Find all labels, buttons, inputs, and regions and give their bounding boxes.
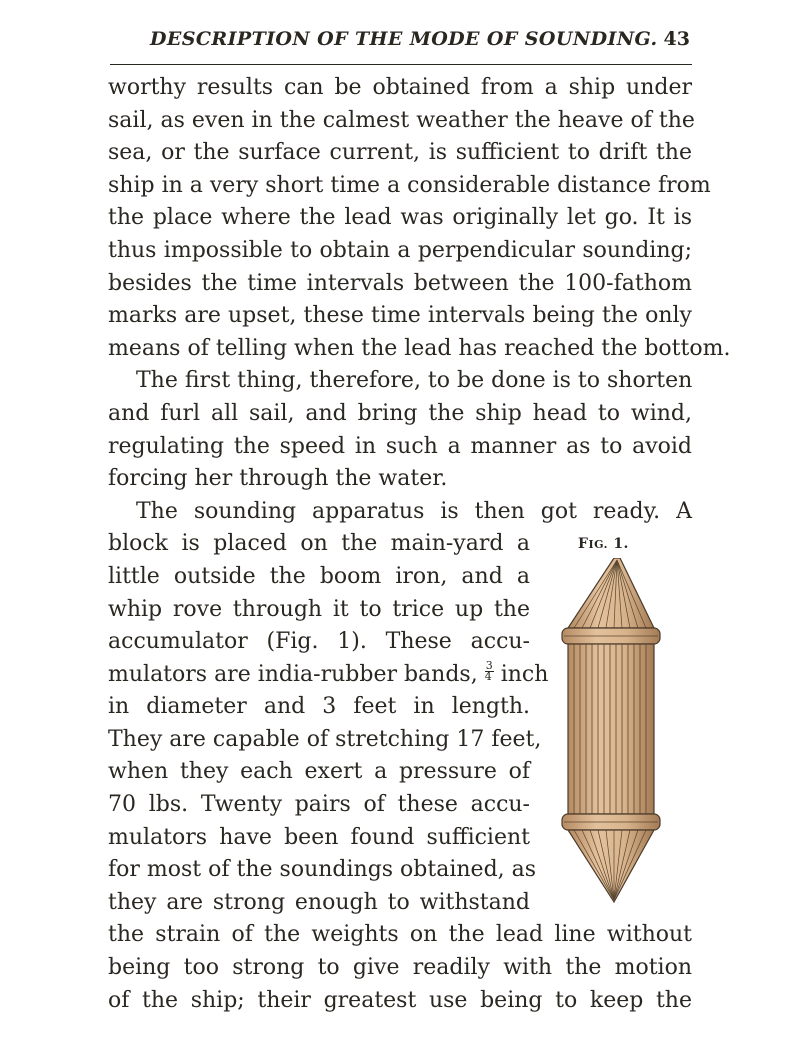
text-line: when they each exert a pressure of [108,759,530,785]
text-line: mulators have been found sufficient [108,824,530,850]
fraction-denominator: 4 [484,670,492,684]
text-line: sea, or the surface current, is sufficient to drift the [108,140,692,166]
text-line: the strain of the weights on the lead line without [108,922,692,948]
text-line: and furl all sail, and bring the ship head to wind, [108,400,692,426]
paragraph-start-line: The sounding apparatus is then got ready. A [136,498,692,524]
text-line: whip rove through it to trice up the [108,596,530,622]
fraction-numerator: 3 [485,659,493,673]
text-line: worthy results can be obtained from a ship under [108,75,692,100]
running-title: DESCRIPTION OF THE MODE OF SOUNDING. [150,28,658,50]
text-line: accumulator (Fig. 1). These accu- [108,629,530,655]
text-line: for most of the soundings obtained, as [108,857,537,883]
figure-accumulator [548,530,698,920]
text-line: besides the time intervals between the 100-fathom [108,270,692,296]
header-rule [110,64,692,65]
text-line: thus impossible to obtain a perpendicular sounding; [108,237,692,263]
cylinder-body [568,644,654,814]
text-fragment: mulators are india-rubber bands, [108,661,478,687]
text-line: they are strong enough to withstand [108,889,530,915]
text-line: means of telling when the lead has reached the bottom. [108,335,731,361]
page-number: 43 [663,28,690,50]
text-line: the place where the lead was originally let go. It is [108,205,692,231]
text-line: ship in a very short time a considerable distance from [108,172,711,198]
fraction-group [484,659,549,687]
figure-caption [578,536,629,552]
text-line: in diameter and 3 feet in length. [108,694,530,720]
text-line: of the ship; their greatest use being to keep the [108,987,692,1013]
text-line-last: forcing her through the water. [108,466,448,492]
text-line: being too strong to give readily with the motion [108,955,692,981]
caption-prefix: F [578,536,589,552]
text-line: little outside the boom iron, and a [108,563,530,589]
paragraph-start-line: The first thing, therefore, to be done is to shorten [136,368,693,394]
text-line: block is placed on the main-yard a [108,531,530,557]
accumulator-illustration [548,558,698,908]
text-fragment: inch [500,661,549,687]
text-line: marks are upset, these time intervals being the only [108,303,692,329]
text-line: 70 lbs. Twenty pairs of these accu- [108,792,530,818]
caption-small: IG. [588,538,608,551]
caption-number: 1. [613,536,629,552]
text-line: sail, as even in the calmest weather the heave of the [108,107,695,133]
fraction [485,661,494,682]
text-line-with-fraction [108,659,549,692]
running-head [110,26,690,56]
text-line: They are capable of stretching 17 feet, [108,726,542,752]
text-line: regulating the speed in such a manner as to avoid [108,433,692,459]
